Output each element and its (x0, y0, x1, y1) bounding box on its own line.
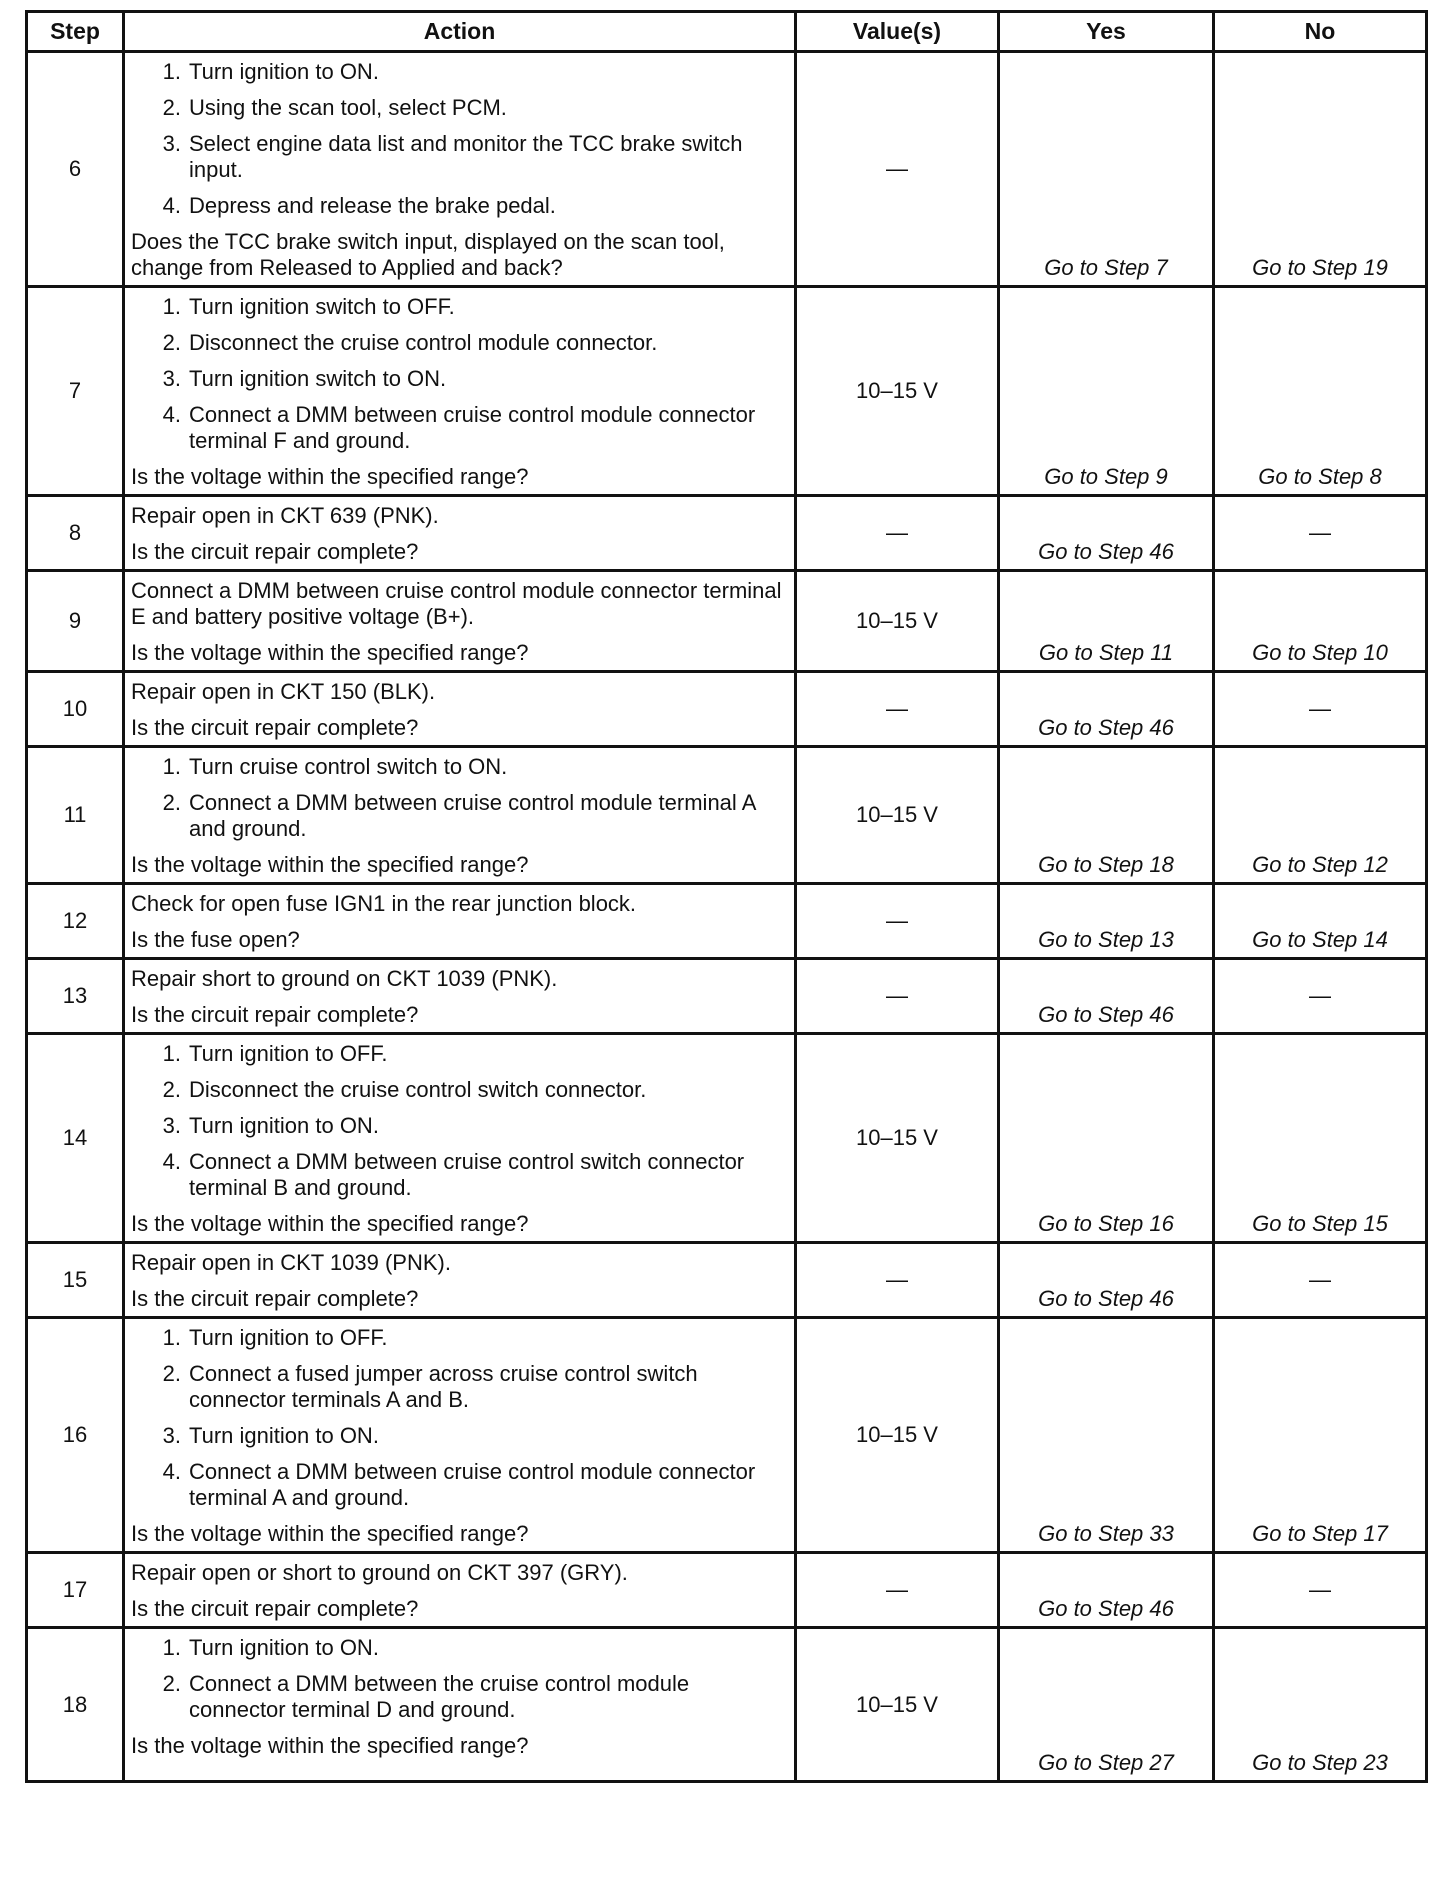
step-text: Connect a DMM between cruise control module connector terminal F and ground. (189, 402, 756, 453)
step-number: 13 (27, 959, 124, 1034)
yes-cell (999, 1628, 1214, 1782)
step-text: Disconnect the cruise control module connector. (189, 330, 658, 355)
action-cell (124, 1553, 796, 1628)
yes-goto-step: Go to Step 18 (1038, 852, 1174, 877)
no-cell (1214, 52, 1427, 287)
yes-cell (999, 287, 1214, 496)
action-step (131, 59, 784, 85)
header-no: No (1214, 12, 1427, 52)
no-goto-step: Go to Step 12 (1252, 852, 1388, 877)
step-text: Turn ignition switch to OFF. (189, 294, 455, 319)
action-cell (124, 1628, 796, 1782)
step-number: 17 (27, 1553, 124, 1628)
step-index: 4. (162, 402, 181, 427)
action-question: Is the voltage within the specified range? (131, 1211, 529, 1236)
action-instruction: Repair open in CKT 150 (BLK). (131, 679, 436, 704)
value-cell: 10–15 V (796, 1628, 999, 1782)
action-step (131, 1149, 784, 1201)
yes-goto-step: Go to Step 13 (1038, 927, 1174, 952)
value-cell: — (796, 496, 999, 571)
action-cell (124, 496, 796, 571)
table-row (27, 287, 1427, 496)
step-index: 4. (162, 1149, 181, 1174)
no-goto-step: Go to Step 14 (1252, 927, 1388, 952)
no-cell (1214, 1628, 1427, 1782)
step-number: 6 (27, 52, 124, 287)
no-goto-step: Go to Step 19 (1252, 255, 1388, 280)
action-step (131, 1423, 784, 1449)
table-row (27, 1628, 1427, 1782)
no-goto-step: Go to Step 17 (1252, 1521, 1388, 1546)
no-cell (1214, 1243, 1427, 1318)
action-cell (124, 884, 796, 959)
yes-goto-step: Go to Step 16 (1038, 1211, 1174, 1236)
value-cell: — (796, 884, 999, 959)
step-index: 1. (162, 294, 181, 319)
value-cell: 10–15 V (796, 287, 999, 496)
action-cell (124, 287, 796, 496)
action-step (131, 95, 784, 121)
action-steps (131, 1325, 784, 1511)
yes-cell (999, 1553, 1214, 1628)
action-step (131, 366, 784, 392)
step-text: Connect a DMM between cruise control switch connector terminal B and ground. (189, 1149, 745, 1200)
action-step (131, 1361, 784, 1413)
header-row (27, 12, 1427, 52)
action-question: Is the circuit repair complete? (131, 539, 419, 564)
no-cell (1214, 1553, 1427, 1628)
no-goto-step: Go to Step 23 (1252, 1750, 1388, 1775)
yes-goto-step: Go to Step 7 (1044, 255, 1168, 280)
yes-cell (999, 496, 1214, 571)
action-step (131, 790, 784, 842)
table-row (27, 1553, 1427, 1628)
step-index: 2. (162, 330, 181, 355)
no-none: — (1309, 696, 1331, 721)
yes-goto-step: Go to Step 33 (1038, 1521, 1174, 1546)
value-cell: — (796, 52, 999, 287)
step-text: Turn cruise control switch to ON. (189, 754, 508, 779)
step-index: 3. (162, 366, 181, 391)
action-steps (131, 1041, 784, 1201)
step-text: Turn ignition to ON. (189, 1635, 379, 1660)
table-row (27, 672, 1427, 747)
action-cell (124, 1243, 796, 1318)
step-index: 1. (162, 754, 181, 779)
yes-cell (999, 747, 1214, 884)
no-cell (1214, 672, 1427, 747)
step-number: 9 (27, 571, 124, 672)
yes-goto-step: Go to Step 46 (1038, 715, 1174, 740)
yes-cell (999, 1034, 1214, 1243)
step-text: Disconnect the cruise control switch connector. (189, 1077, 647, 1102)
step-number: 15 (27, 1243, 124, 1318)
value-cell: 10–15 V (796, 1034, 999, 1243)
step-index: 3. (162, 1113, 181, 1138)
yes-goto-step: Go to Step 46 (1038, 539, 1174, 564)
action-question: Is the circuit repair complete? (131, 1002, 419, 1027)
step-index: 4. (162, 1459, 181, 1484)
step-index: 1. (162, 59, 181, 84)
yes-cell (999, 52, 1214, 287)
action-step (131, 1459, 784, 1511)
action-question: Is the circuit repair complete? (131, 1596, 419, 1621)
step-number: 12 (27, 884, 124, 959)
action-step (131, 402, 784, 454)
action-step (131, 1671, 784, 1723)
step-number: 14 (27, 1034, 124, 1243)
header-yes: Yes (999, 12, 1214, 52)
action-steps (131, 294, 784, 454)
no-cell (1214, 1318, 1427, 1553)
no-goto-step: Go to Step 8 (1258, 464, 1382, 489)
step-text: Using the scan tool, select PCM. (189, 95, 507, 120)
yes-goto-step: Go to Step 11 (1038, 640, 1174, 665)
action-question: Does the TCC brake switch input, displayed on the scan tool, change from Released to Applied and back? (131, 229, 725, 280)
no-cell (1214, 571, 1427, 672)
yes-cell (999, 1318, 1214, 1553)
yes-cell (999, 672, 1214, 747)
step-number: 16 (27, 1318, 124, 1553)
step-text: Depress and release the brake pedal. (189, 193, 556, 218)
action-question: Is the voltage within the specified range? (131, 464, 529, 489)
action-cell (124, 571, 796, 672)
no-none: — (1309, 1577, 1331, 1602)
action-question: Is the fuse open? (131, 927, 300, 952)
action-cell (124, 1034, 796, 1243)
action-step (131, 1635, 784, 1661)
no-cell (1214, 1034, 1427, 1243)
step-text: Turn ignition switch to ON. (189, 366, 447, 391)
table-row (27, 959, 1427, 1034)
header-values: Value(s) (796, 12, 999, 52)
step-text: Turn ignition to ON. (189, 59, 379, 84)
action-step (131, 193, 784, 219)
step-index: 1. (162, 1325, 181, 1350)
no-cell (1214, 287, 1427, 496)
step-text: Turn ignition to OFF. (189, 1041, 388, 1066)
header-step: Step (27, 12, 124, 52)
no-cell (1214, 496, 1427, 571)
action-cell (124, 959, 796, 1034)
table-row (27, 747, 1427, 884)
value-cell: 10–15 V (796, 747, 999, 884)
table-row (27, 1243, 1427, 1318)
yes-goto-step: Go to Step 9 (1044, 464, 1168, 489)
no-goto-step: Go to Step 15 (1252, 1211, 1388, 1236)
header-action: Action (124, 12, 796, 52)
action-cell (124, 52, 796, 287)
step-text: Turn ignition to OFF. (189, 1325, 388, 1350)
step-index: 2. (162, 1361, 181, 1386)
diagnostic-table (25, 10, 1428, 1783)
step-index: 2. (162, 95, 181, 120)
yes-goto-step: Go to Step 46 (1038, 1286, 1174, 1311)
step-text: Turn ignition to ON. (189, 1113, 379, 1138)
step-text: Connect a DMM between cruise control module connector terminal A and ground. (189, 1459, 756, 1510)
action-cell (124, 1318, 796, 1553)
action-step (131, 754, 784, 780)
action-question: Is the circuit repair complete? (131, 715, 419, 740)
action-question: Is the voltage within the specified range? (131, 1733, 529, 1758)
step-number: 18 (27, 1628, 124, 1782)
action-step (131, 1077, 784, 1103)
action-instruction: Repair open in CKT 1039 (PNK). (131, 1250, 451, 1275)
step-index: 3. (162, 131, 181, 156)
no-cell (1214, 884, 1427, 959)
action-question: Is the voltage within the specified range? (131, 852, 529, 877)
step-text: Turn ignition to ON. (189, 1423, 379, 1448)
action-step (131, 330, 784, 356)
no-cell (1214, 747, 1427, 884)
action-instruction: Connect a DMM between cruise control module connector terminal E and battery positive voltage (B+). (131, 578, 782, 629)
action-step (131, 131, 784, 183)
value-cell: — (796, 672, 999, 747)
table-row (27, 52, 1427, 287)
action-question: Is the voltage within the specified range? (131, 1521, 529, 1546)
yes-cell (999, 571, 1214, 672)
step-text: Connect a fused jumper across cruise control switch connector terminals A and B. (189, 1361, 698, 1412)
no-none: — (1309, 520, 1331, 545)
action-instruction: Repair open or short to ground on CKT 397 (GRY). (131, 1560, 628, 1585)
value-cell: — (796, 1553, 999, 1628)
step-number: 8 (27, 496, 124, 571)
step-text: Select engine data list and monitor the TCC brake switch input. (189, 131, 743, 182)
action-steps (131, 1635, 784, 1723)
table-row (27, 884, 1427, 959)
step-index: 4. (162, 193, 181, 218)
step-index: 1. (162, 1041, 181, 1066)
action-question: Is the circuit repair complete? (131, 1286, 419, 1311)
yes-cell (999, 1243, 1214, 1318)
action-step (131, 294, 784, 320)
step-text: Connect a DMM between the cruise control module connector terminal D and ground. (189, 1671, 690, 1722)
no-none: — (1309, 983, 1331, 1008)
step-index: 3. (162, 1423, 181, 1448)
yes-cell (999, 884, 1214, 959)
table-row (27, 1318, 1427, 1553)
action-cell (124, 747, 796, 884)
no-cell (1214, 959, 1427, 1034)
step-text: Connect a DMM between cruise control module terminal A and ground. (189, 790, 756, 841)
no-goto-step: Go to Step 10 (1252, 640, 1388, 665)
action-step (131, 1325, 784, 1351)
action-instruction: Repair open in CKT 639 (PNK). (131, 503, 439, 528)
action-instruction: Check for open fuse IGN1 in the rear junction block. (131, 891, 637, 916)
step-index: 2. (162, 790, 181, 815)
table-row (27, 496, 1427, 571)
step-index: 1. (162, 1635, 181, 1660)
no-none: — (1309, 1267, 1331, 1292)
step-number: 7 (27, 287, 124, 496)
action-steps (131, 59, 784, 219)
value-cell: 10–15 V (796, 1318, 999, 1553)
step-number: 11 (27, 747, 124, 884)
step-index: 2. (162, 1671, 181, 1696)
value-cell: — (796, 1243, 999, 1318)
yes-goto-step: Go to Step 46 (1038, 1002, 1174, 1027)
action-instruction: Repair short to ground on CKT 1039 (PNK). (131, 966, 558, 991)
value-cell: — (796, 959, 999, 1034)
table-row (27, 1034, 1427, 1243)
action-step (131, 1113, 784, 1139)
action-steps (131, 754, 784, 842)
action-cell (124, 672, 796, 747)
value-cell: 10–15 V (796, 571, 999, 672)
step-number: 10 (27, 672, 124, 747)
table-row (27, 571, 1427, 672)
yes-goto-step: Go to Step 46 (1038, 1596, 1174, 1621)
action-question: Is the voltage within the specified range? (131, 640, 529, 665)
yes-goto-step: Go to Step 27 (1038, 1750, 1174, 1775)
yes-cell (999, 959, 1214, 1034)
step-index: 2. (162, 1077, 181, 1102)
action-step (131, 1041, 784, 1067)
